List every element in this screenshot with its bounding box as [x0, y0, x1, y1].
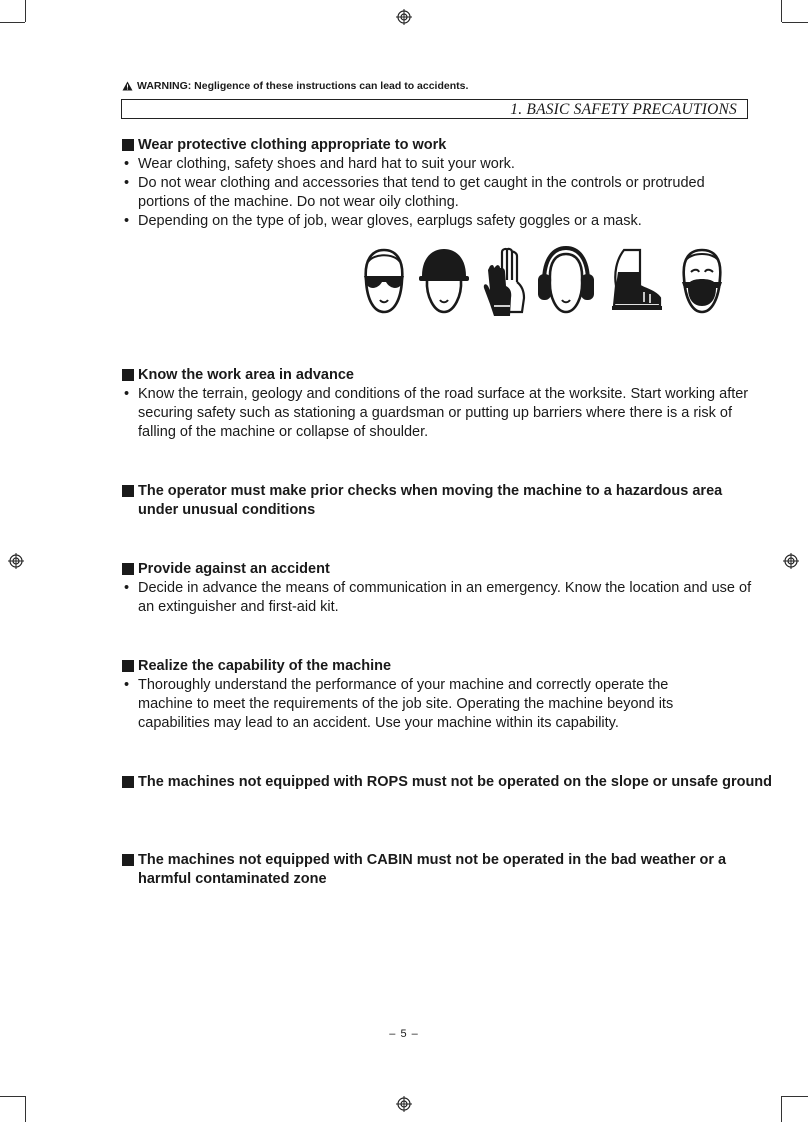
warning-triangle-icon: [122, 81, 133, 91]
warning-text: WARNING: Negligence of these instructions can lead to accidents.: [137, 80, 469, 92]
section-heading: Realize the capability of the machine: [122, 657, 762, 676]
safety-boot-icon: [610, 246, 664, 316]
bullet-item: • Know the terrain, geology and conditions of the road surface at the worksite. Start working after securing safety such as stationing a guardsman or putting up barriers where there is a risk of falling of the machine or collapse of shoulder.: [122, 385, 753, 442]
square-bullet-icon: [122, 563, 134, 575]
square-bullet-icon: [122, 485, 134, 497]
section-rops: [122, 773, 773, 792]
crop-mark-bottom-left-v: [25, 1096, 26, 1122]
section-capability: [122, 657, 762, 733]
section-heading: The machines not equipped with ROPS must not be operated on the slope or unsafe ground: [122, 773, 778, 792]
section-heading: Wear protective clothing appropriate to work: [122, 136, 762, 155]
section-prior-checks: [122, 482, 762, 520]
hard-hat-icon: [418, 246, 470, 316]
crop-mark-top-right-v: [781, 0, 782, 22]
registration-mark-icon: [396, 1096, 412, 1112]
crop-mark-top-left-h: [0, 22, 25, 23]
earmuffs-icon: [538, 246, 594, 316]
section-cabin: [122, 851, 762, 889]
bullet-item: • Do not wear clothing and accessories that tend to get caught in the controls or protruded portions of the machine. Do not wear oily clothing.: [122, 174, 738, 212]
crop-mark-bottom-right-v: [781, 1096, 782, 1122]
section-heading: Provide against an accident: [122, 560, 762, 579]
bullet-item: • Depending on the type of job, wear gloves, earplugs safety goggles or a mask.: [122, 212, 762, 231]
crop-mark-top-right-h: [782, 22, 808, 23]
crop-mark-bottom-right-h: [782, 1096, 808, 1097]
section-accident: [122, 560, 762, 617]
registration-mark-icon: [396, 9, 412, 25]
square-bullet-icon: [122, 776, 134, 788]
bullet-item: • Wear clothing, safety shoes and hard hat to suit your work.: [122, 155, 762, 174]
crop-mark-bottom-left-h: [0, 1096, 25, 1097]
section-title: 1. BASIC SAFETY PRECAUTIONS: [121, 99, 748, 119]
page-number: – 5 –: [389, 1028, 419, 1040]
safety-goggles-icon: [358, 246, 410, 316]
warning-notice: [122, 80, 468, 92]
crop-mark-top-left-v: [25, 0, 26, 22]
square-bullet-icon: [122, 369, 134, 381]
dust-mask-icon: [676, 246, 728, 316]
section-heading: The operator must make prior checks when moving the machine to a hazardous area under unusual conditions: [122, 482, 728, 520]
ppe-icons: [358, 246, 728, 318]
registration-mark-icon: [783, 553, 799, 569]
section-heading: Know the work area in advance: [122, 366, 762, 385]
registration-mark-icon: [8, 553, 24, 569]
square-bullet-icon: [122, 139, 134, 151]
section-heading: The machines not equipped with CABIN must not be operated in the bad weather or a harmful contaminated zone: [122, 851, 773, 889]
bullet-item: • Thoroughly understand the performance of your machine and correctly operate the machine to meet the requirements of the job site. Operating the machine beyond its capabilities may lead to an accident. Use your machine within its capability.: [122, 676, 723, 733]
square-bullet-icon: [122, 660, 134, 672]
square-bullet-icon: [122, 854, 134, 866]
gloves-icon: [480, 246, 528, 318]
section-protective-clothing: [122, 136, 762, 231]
bullet-item: • Decide in advance the means of communication in an emergency. Know the location and use of an extinguisher and first-aid kit.: [122, 579, 753, 617]
section-work-area: [122, 366, 762, 442]
